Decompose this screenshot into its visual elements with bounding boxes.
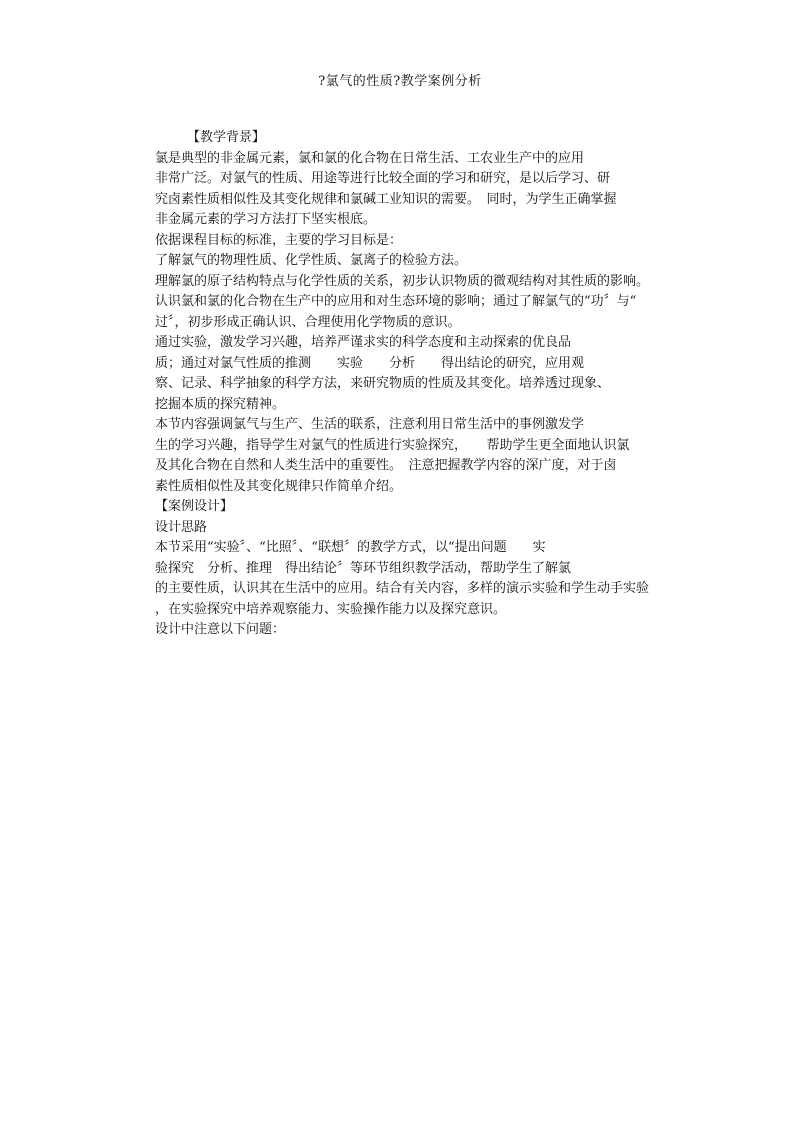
section-heading-background: 【教学背景】 xyxy=(187,130,266,145)
body-line: 理解氯的原子结构特点与化学性质的关系，初步认识物质的微观结构对其性质的影响。 xyxy=(155,273,650,289)
body-line: 质；通过对氯气性质的推测 实验 分析 得出结论的研究，应用观 xyxy=(155,355,585,371)
body-line: 氯是典型的非金属元素，氯和氯的化合物在日常生活、工农业生产中的应用 xyxy=(155,150,585,166)
body-line: 本节内容强调氯气与生产、生活的联系，注意利用日常生活中的事例激发学 xyxy=(155,417,585,432)
body-line: 生的学习兴趣，指导学生对氯气的性质进行实验探究， 帮助学生更全面地认识氯 xyxy=(155,437,630,453)
body-line: 设计中注意以下问题： xyxy=(155,622,286,637)
subheading-design-idea: 设计思路 xyxy=(155,519,208,535)
body-line: 挖掘本质的探究精神。 xyxy=(155,396,286,412)
body-line: 察、记录、科学抽象的科学方法，来研究物质的性质及其变化。培养透过现象、 xyxy=(155,376,611,391)
body-line: 依据课程目标的标准，主要的学习目标是： xyxy=(155,232,403,248)
body-line: 过〞，初步形成正确认识、合理使用化学物质的意识。 xyxy=(155,314,461,330)
body-line: ，在实验探究中培养观察能力、实验操作能力以及探究意识。 xyxy=(155,601,507,617)
body-line: 了解氯气的物理性质、化学性质、氯离子的检验方法。 xyxy=(155,253,468,268)
document-title: ?氯气的性质?教学案例分析 xyxy=(318,74,482,89)
body-line: 素性质相似性及其变化规律只作简单介绍。 xyxy=(155,478,403,494)
body-line: 非金属元素的学习方法打下坚实根底。 xyxy=(155,212,377,227)
body-line: 认识氯和氯的化合物在生产中的应用和对生态环境的影响；通过了解氯气的“功〞与“ xyxy=(155,294,637,309)
body-line: 究卤素性质相似性及其变化规律和氯碱工业知识的需要。 同时，为学生正确掌握 xyxy=(155,191,617,207)
body-line: 及其化合物在自然和人类生活中的重要性。 注意把握教学内容的深广度，对于卤 xyxy=(155,458,617,473)
document-body xyxy=(155,128,795,641)
body-line: 的主要性质，认识其在生活中的应用。结合有关内容，多样的演示实验和学生动手实验 xyxy=(155,581,650,596)
body-line: 验探究 分析、推理 得出结论〞等环节组织教学活动，帮助学生了解氯 xyxy=(155,560,572,576)
section-heading-case-design: 【案例设计】 xyxy=(155,499,234,514)
body-line: 非常广泛。对氯气的性质、用途等进行比较全面的学习和研究，是以后学习、研 xyxy=(155,171,611,186)
body-line: 本节采用“实验〞、“比照〞、“联想〞的教学方式，以“提出问题 实 xyxy=(155,540,546,555)
body-line: 通过实验，激发学习兴趣，培养严谨求实的科学态度和主动探索的优良品 xyxy=(155,335,572,350)
